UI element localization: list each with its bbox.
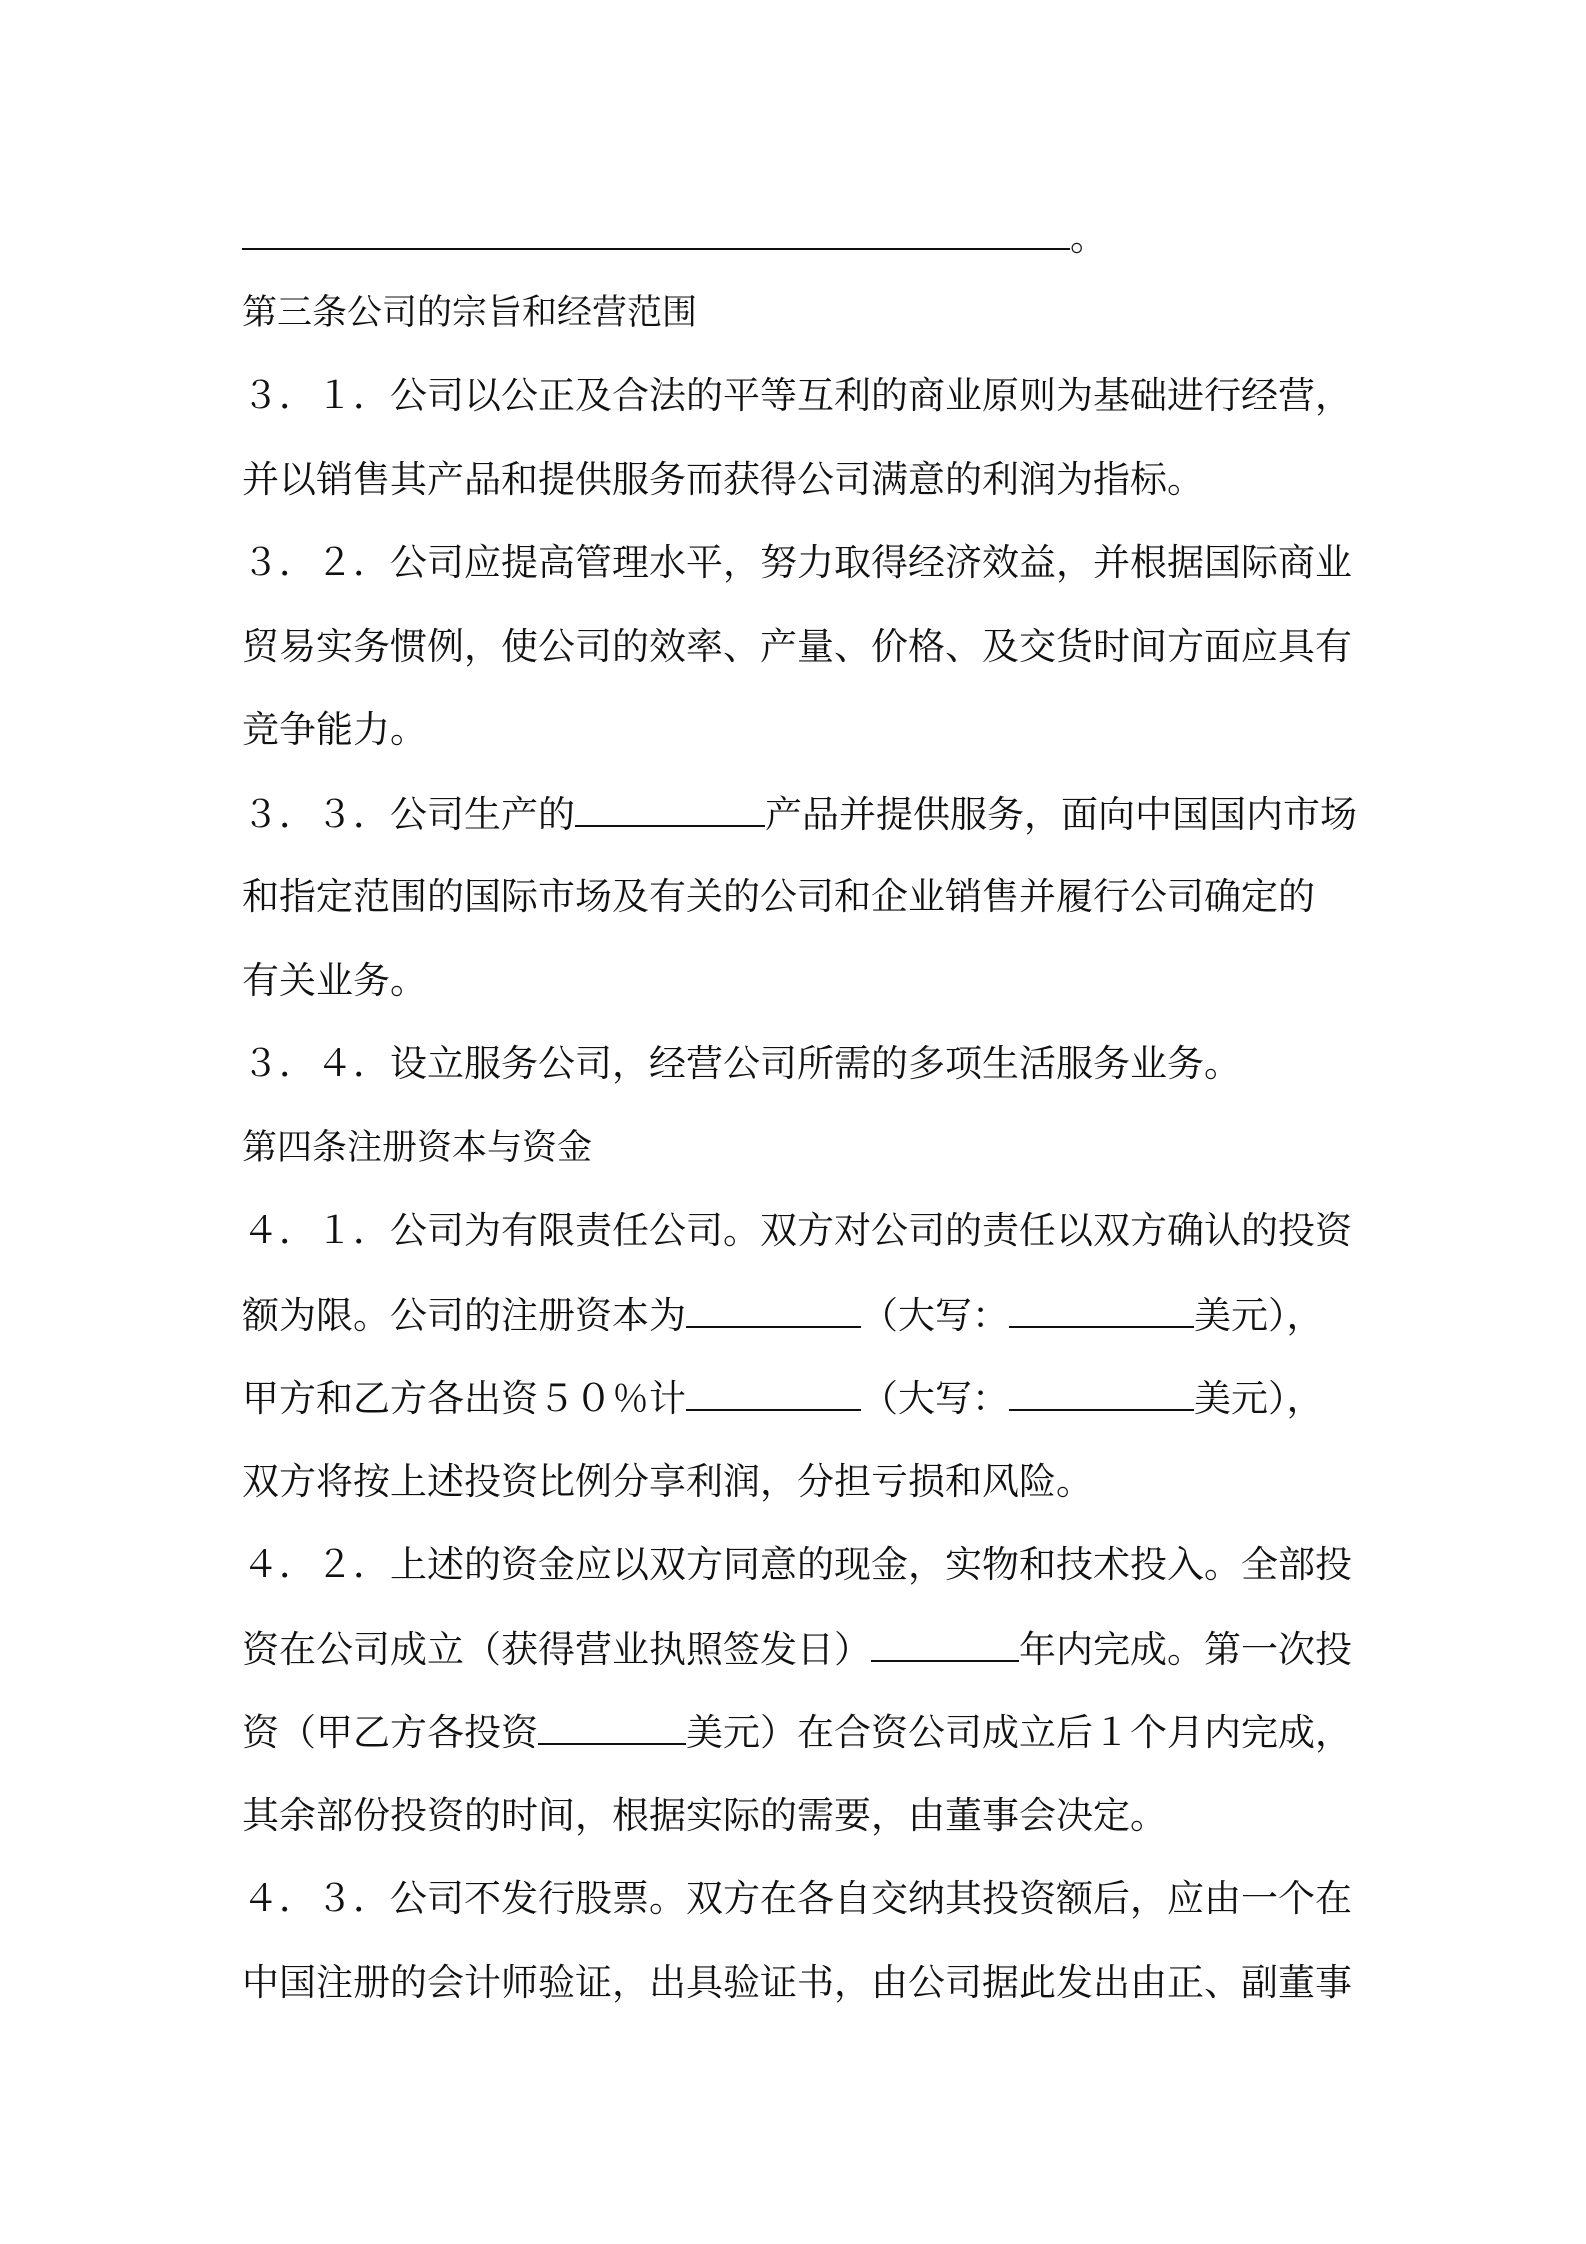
clause-4-3-line-1: ４．３．公司不发行股票。双方在各自交纳其投资额后，应由一个在: [242, 1877, 1352, 1920]
clause-4-2-line-1: ４．２．上述的资金应以双方同意的现金，实物和技术投入。全部投: [242, 1543, 1352, 1586]
clause-4-2-line-2: [242, 1624, 1352, 1674]
clause-4-2-text-a: 资在公司成立（获得营业执照签发日）: [242, 1628, 871, 1671]
clause-4-1-text-e: （大写：: [861, 1377, 1009, 1420]
blank-line-top: [242, 212, 1107, 262]
clause-4-1-text-d: 甲方和乙方各出资５０％计: [242, 1377, 686, 1420]
clause-4-2-text-d: 美元）在合资公司成立后１个月内完成，: [686, 1711, 1352, 1754]
clause-3-3-line-3: 有关业务。: [242, 959, 427, 1002]
article-3-title: 第三条公司的宗旨和经营范围: [242, 293, 698, 333]
clause-4-2-line-4: 其余部份投资的时间，根据实际的需要，由董事会决定。: [242, 1794, 1167, 1837]
clause-4-1-text-c: 美元），: [1194, 1294, 1324, 1337]
blank-field: [686, 1290, 861, 1328]
blank-field: [538, 1707, 686, 1745]
clause-4-2-text-b: 年内完成。第一次投: [1019, 1628, 1352, 1671]
clause-4-2-text-c: 资（甲乙方各投资: [242, 1711, 538, 1754]
clause-4-1-line-1: ４．１．公司为有限责任公司。双方对公司的责任以双方确认的投资: [242, 1209, 1352, 1252]
article-4-title: 第四条注册资本与资金: [242, 1128, 593, 1168]
clause-4-1-line-4: 双方将按上述投资比例分享利润，分担亏损和风险。: [242, 1460, 1093, 1503]
clause-3-3-line-2: 和指定范围的国际市场及有关的公司和企业销售并履行公司确定的: [242, 875, 1315, 918]
line-end-mark: 。: [1070, 216, 1107, 259]
clause-4-1-text-a: 额为限。公司的注册资本为: [242, 1294, 686, 1337]
blank-field: [686, 1373, 861, 1411]
blank-field: [242, 212, 1070, 250]
clause-4-1-line-3: [242, 1373, 1324, 1423]
clause-3-4-line-1: ３．４．设立服务公司，经营公司所需的多项生活服务业务。: [242, 1042, 1241, 1085]
clause-3-3-text-a: ３．３．公司生产的: [242, 793, 575, 836]
clause-4-1-text-b: （大写：: [861, 1294, 1009, 1337]
clause-3-2-line-3: 竞争能力。: [242, 708, 427, 751]
clause-3-1-line-1: ３．１．公司以公正及合法的平等互利的商业原则为基础进行经营，: [242, 374, 1352, 417]
clause-3-3-text-b: 产品并提供服务，面向中国国内市场: [765, 793, 1357, 836]
clause-3-3-line-1: [242, 789, 1357, 839]
blank-field: [575, 789, 765, 827]
clause-3-2-line-1: ３．２．公司应提高管理水平，努力取得经济效益，并根据国际商业: [242, 541, 1352, 584]
clause-4-1-line-2: [242, 1290, 1324, 1340]
clause-4-3-line-2: 中国注册的会计师验证，出具验证书，由公司据此发出由正、副董事: [242, 1961, 1352, 2004]
clause-3-2-line-2: 贸易实务惯例，使公司的效率、产量、价格、及交货时间方面应具有: [242, 625, 1352, 668]
blank-field: [871, 1624, 1019, 1662]
blank-field: [1009, 1290, 1194, 1328]
clause-4-2-line-3: [242, 1707, 1352, 1757]
blank-field: [1009, 1373, 1194, 1411]
clause-3-1-line-2: 并以销售其产品和提供服务而获得公司满意的利润为指标。: [242, 458, 1204, 501]
clause-4-1-text-f: 美元），: [1194, 1377, 1324, 1420]
